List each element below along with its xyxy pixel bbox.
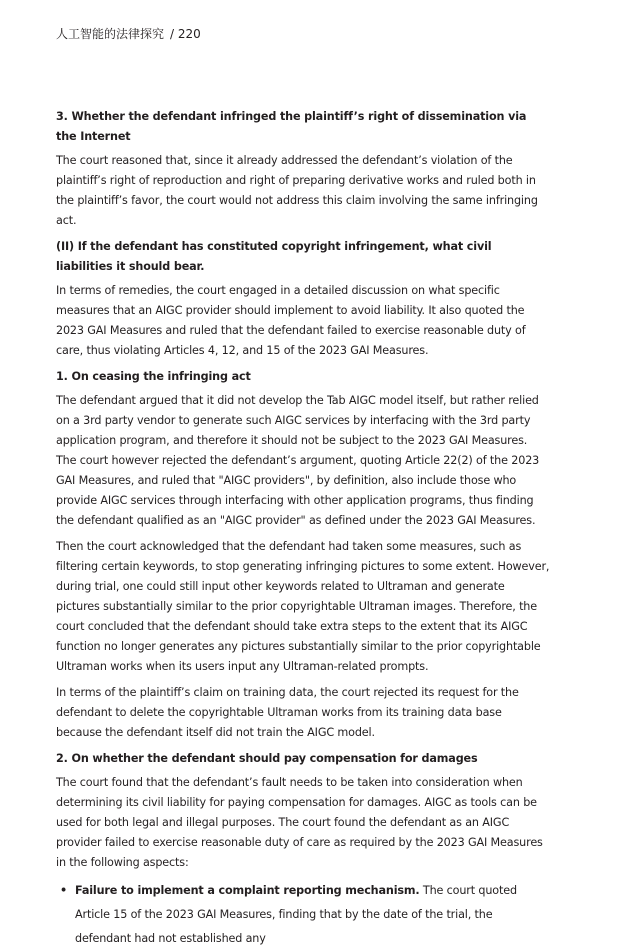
paragraph: Then the court acknowledged that the defendant had taken some measures, such as filtering certain keywords, to stop generating infringing pictures to some extent. However, during trial, one could still input other keywords related to Ultraman and generate pictures substantially similar to the prior copyrightable Ultraman images. Therefore, the court concluded that the defendant should take extra steps to the extent that its AIGC function no longer generates any pictures substantially similar to the prior copyrightable Ultraman works when its users input any Ultraman-related prompts.	[56, 540, 550, 673]
section-heading: 3. Whether the defendant infringed the plaintiff’s right of dissemination via the Internet	[56, 110, 527, 143]
paragraph: In terms of remedies, the court engaged in a detailed discussion on what specific measures that an AIGC provider should implement to avoid liability. It also quoted the 2023 GAI Measures and ruled that the defendant failed to exercise reasonable duty of care, thus violating Articles 4, 12, and 15 of the 2023 GAI Measures.	[56, 284, 526, 357]
paragraph: The court reasoned that, since it already addressed the defendant’s violation of the plaintiff’s right of reproduction and right of preparing derivative works and ruled both in the plaintiff’s favor, the court would not address this claim involving the same infringing act.	[56, 154, 538, 227]
paragraph: The court found that the defendant’s fault needs to be taken into consideration when determining its civil liability for paying compensation for damages. AIGC as tools can be used for both legal and illegal purposes. The court found the defendant as an AIGC provider failed to exercise reasonable duty of care as required by the 2023 GAI Measures in the following aspects:	[56, 776, 543, 869]
book-title: 人工智能的法律探究	[56, 27, 165, 41]
page-number: / 220	[170, 27, 201, 41]
bullet-list	[56, 879, 550, 951]
running-header	[56, 26, 201, 42]
bullet-lead: Failure to implement a complaint reporting mechanism.	[75, 884, 420, 897]
subsection-heading: 1. On ceasing the infringing act	[56, 370, 251, 383]
bullet-text: The court quoted Article 15 of the 2023 GAI Measures, finding that by the date of the trial, the defendant had not established any	[75, 884, 517, 945]
subsection-heading: 2. On whether the defendant should pay compensation for damages	[56, 752, 478, 765]
body-text	[56, 107, 550, 951]
paragraph: The defendant argued that it did not develop the Tab AIGC model itself, but rather relied on a 3rd party vendor to generate such AIGC services by interfacing with the 3rd party application program, and therefore it should not be subject to the 2023 GAI Measures. The court however rejected the defendant’s argument, quoting Article 22(2) of the 2023 GAI Measures, and ruled that "AIGC providers", by definition, also include those who provide AIGC services through interfacing with other application programs, thus finding the defendant qualified as an "AIGC provider" as defined under the 2023 GAI Measures.	[56, 394, 540, 527]
paragraph: In terms of the plaintiff’s claim on training data, the court rejected its request for the defendant to delete the copyrightable Ultraman works from its training data base because the defendant itself did not train the AIGC model.	[56, 686, 519, 739]
bullet-item	[56, 879, 550, 951]
bullet-marker: •	[60, 884, 68, 897]
section-heading: (II) If the defendant has constituted copyright infringement, what civil liabilities it should bear.	[56, 240, 492, 273]
